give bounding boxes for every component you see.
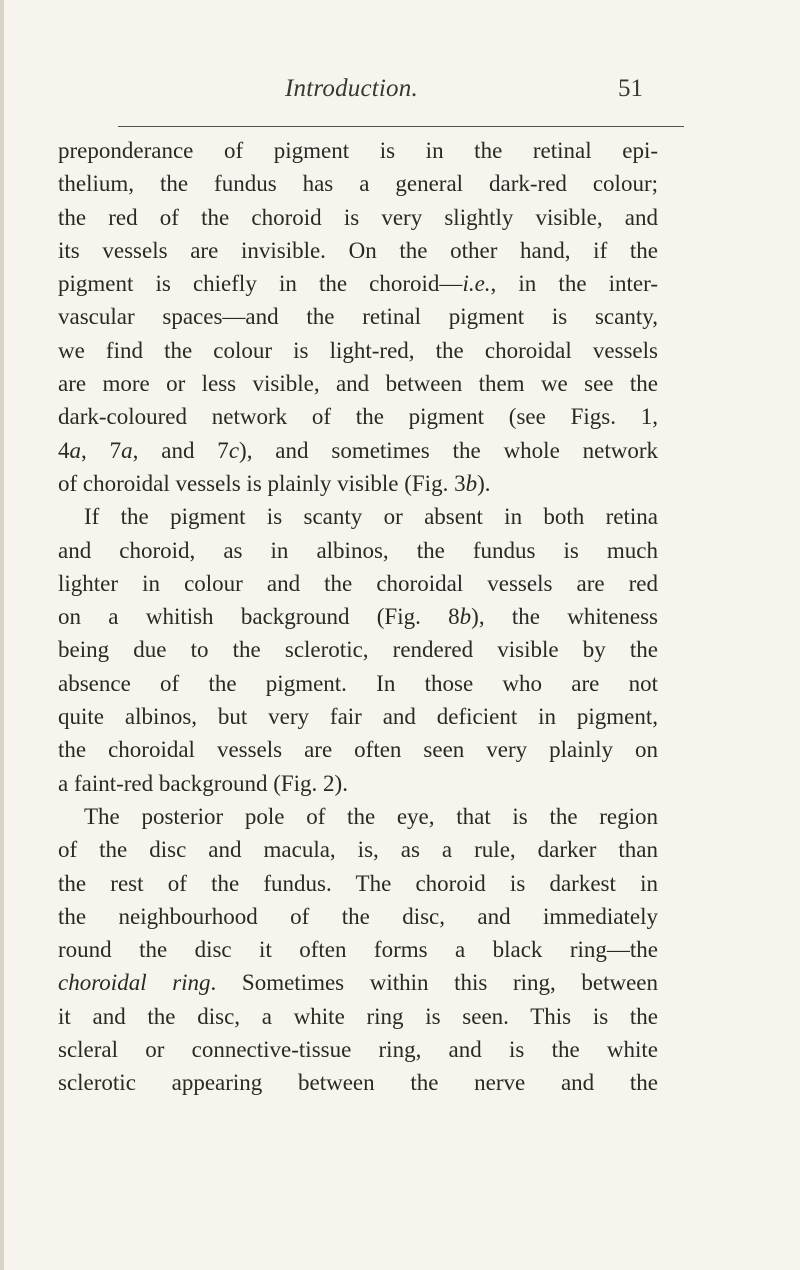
text-line: lighter in colour and the choroidal vessels are red xyxy=(58,570,658,596)
text-run: , and 7 xyxy=(132,437,229,463)
text-run: of choroidal vessels is plainly visible (Fig. 3 xyxy=(58,470,466,496)
text-line: If the pigment is scanty or absent in both retina xyxy=(84,504,658,530)
text-line: the neighbourhood of the disc, and immediately xyxy=(58,903,658,929)
text-run: ), and sometimes the whole network xyxy=(239,437,658,463)
text-line: it and the disc, a white ring is seen. This is the xyxy=(58,1003,658,1029)
italic-text: i.e. xyxy=(462,271,491,297)
text-line: and choroid, as in albinos, the fundus is much xyxy=(58,537,658,563)
text-line: vascular spaces—and the retinal pigment is scanty, xyxy=(58,304,658,330)
header-rule xyxy=(118,126,684,127)
text-line: round the disc it often forms a black ring—the xyxy=(58,937,658,963)
text-run: ). xyxy=(477,470,491,496)
text-line: the rest of the fundus. The choroid is darkest in xyxy=(58,870,658,896)
text-line: sclerotic appearing between the nerve and the xyxy=(58,1070,658,1096)
text-line xyxy=(58,600,658,633)
text-run: . Sometimes within this ring, between xyxy=(210,970,658,996)
italic-text: c xyxy=(228,437,240,463)
text-line: quite albinos, but very fair and deficient in pigment, xyxy=(58,704,658,730)
text-line: are more or less visible, and between them we see the xyxy=(58,371,658,397)
text-line: The posterior pole of the eye, that is the region xyxy=(84,803,658,829)
text-run: on a whitish background (Fig. 8 xyxy=(58,604,460,630)
text-line: of the disc and macula, is, as a rule, darker than xyxy=(58,837,658,863)
text-line: its vessels are invisible. On the other hand, if the xyxy=(58,237,658,263)
italic-text: a xyxy=(69,437,81,463)
text-line: being due to the sclerotic, rendered visible by the xyxy=(58,637,658,663)
text-line: preponderance of pigment is in the retinal epi- xyxy=(58,138,658,163)
text-run: ), the whiteness xyxy=(471,604,658,630)
text-run: 4 xyxy=(58,437,70,463)
text-line: the choroidal vessels are often seen very plainly on xyxy=(58,737,658,763)
text-line: absence of the pigment. In those who are not xyxy=(58,670,658,696)
italic-text: a xyxy=(121,437,133,463)
text-line xyxy=(58,267,658,300)
text-line: a faint-red background (Fig. 2). xyxy=(58,770,348,796)
text-line xyxy=(58,467,658,500)
text-line: thelium, the fundus has a general dark-red colour; xyxy=(58,171,658,197)
text-line xyxy=(58,434,658,467)
text-line: dark-coloured network of the pigment (see Figs. 1, xyxy=(58,404,658,430)
text-line xyxy=(58,966,658,999)
text-run: pigment is chiefly in the choroid— xyxy=(58,271,463,297)
text-run: , 7 xyxy=(81,437,122,463)
text-line: we find the colour is light-red, the choroidal vessels xyxy=(58,337,658,363)
page-number: 51 xyxy=(618,75,643,102)
page-edge xyxy=(0,0,4,1270)
text-line: the red of the choroid is very slightly visible, and xyxy=(58,204,658,230)
italic-text: b xyxy=(459,604,472,630)
italic-text: choroidal ring xyxy=(58,970,211,996)
italic-text: b xyxy=(465,470,478,496)
body-text xyxy=(58,134,658,1100)
text-run: , in the inter- xyxy=(490,271,658,297)
text-line: scleral or connective-tissue ring, and is the white xyxy=(58,1037,658,1063)
running-head: Introduction. xyxy=(285,75,418,102)
